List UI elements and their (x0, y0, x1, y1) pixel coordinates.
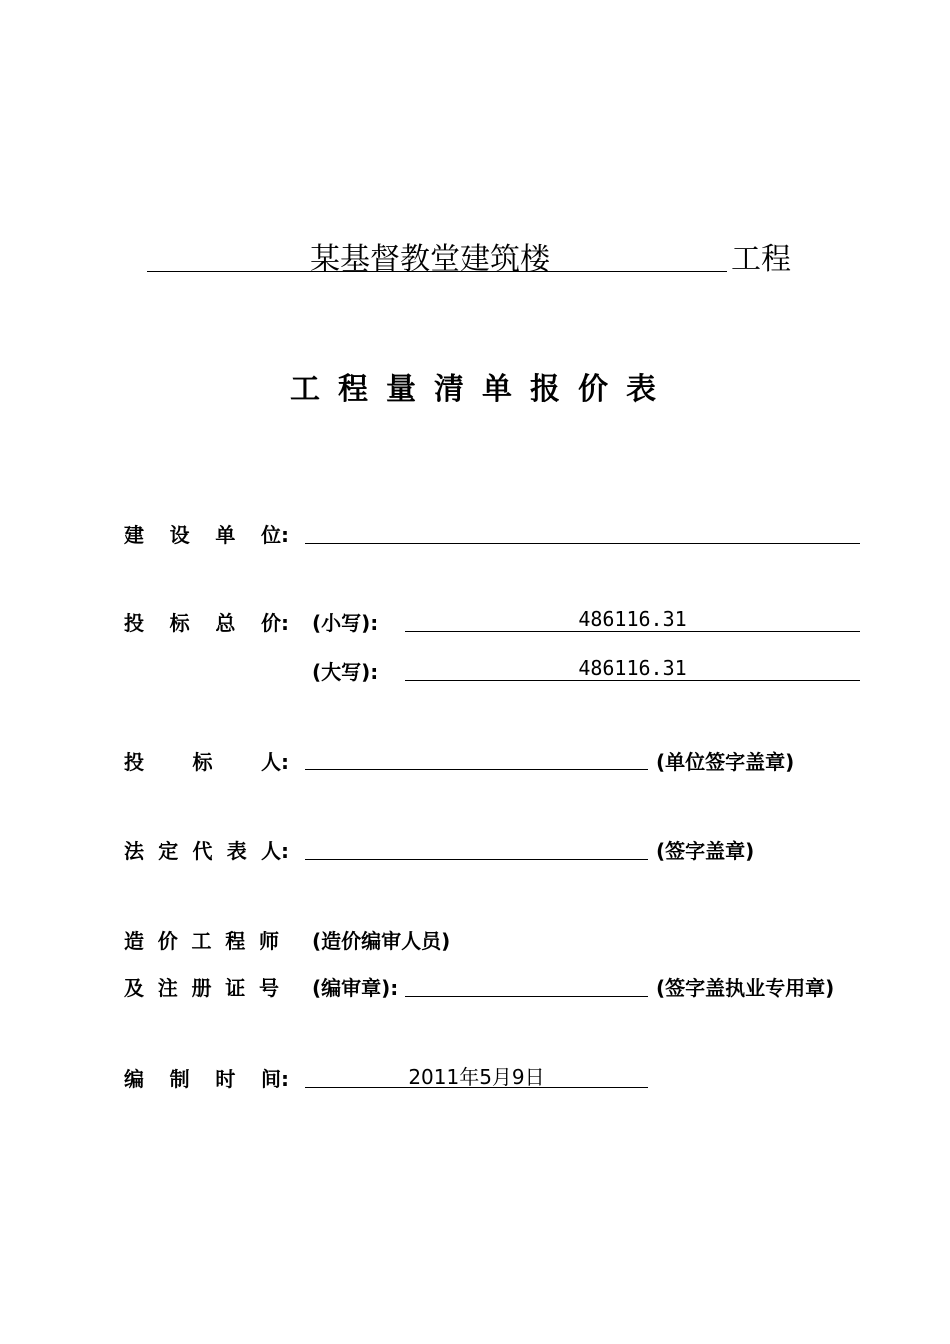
lowercase-underline (405, 631, 860, 632)
engineer-field[interactable] (405, 996, 648, 997)
legal-rep-note: (签字盖章) (656, 839, 755, 863)
engineer-note-2: (编审章): (312, 976, 399, 1000)
client-field[interactable] (305, 543, 860, 544)
bidder-note: (单位签字盖章) (656, 750, 795, 774)
engineer-label-1: 造 价 工 程 师 (124, 929, 279, 953)
lowercase-label: (小写): (312, 611, 379, 635)
form-title: 工程量清单报价表 (290, 372, 674, 407)
engineer-note-1: (造价编审人员) (312, 929, 451, 953)
uppercase-value[interactable]: 486116.31 (578, 656, 687, 680)
uppercase-label: (大写): (312, 660, 379, 684)
date-value[interactable]: 2011年5月9日 (408, 1065, 545, 1089)
legal-rep-field[interactable] (305, 859, 648, 860)
lowercase-value[interactable]: 486116.31 (578, 607, 687, 631)
bidder-label: 投 标 人: (124, 750, 289, 774)
engineer-stamp-note: (签字盖执业专用章) (656, 976, 835, 1000)
date-label: 编 制 时 间: (124, 1067, 289, 1091)
legal-rep-label: 法 定 代 表 人: (124, 839, 289, 863)
project-name: 某基督教堂建筑楼 (310, 242, 550, 277)
bidder-field[interactable] (305, 769, 648, 770)
client-label: 建 设 单 位: (124, 523, 289, 547)
project-suffix: 工程 (731, 242, 791, 277)
bid-total-label: 投 标 总 价: (124, 611, 289, 635)
engineer-label-2: 及 注 册 证 号 (124, 976, 279, 1000)
uppercase-underline (405, 680, 860, 681)
